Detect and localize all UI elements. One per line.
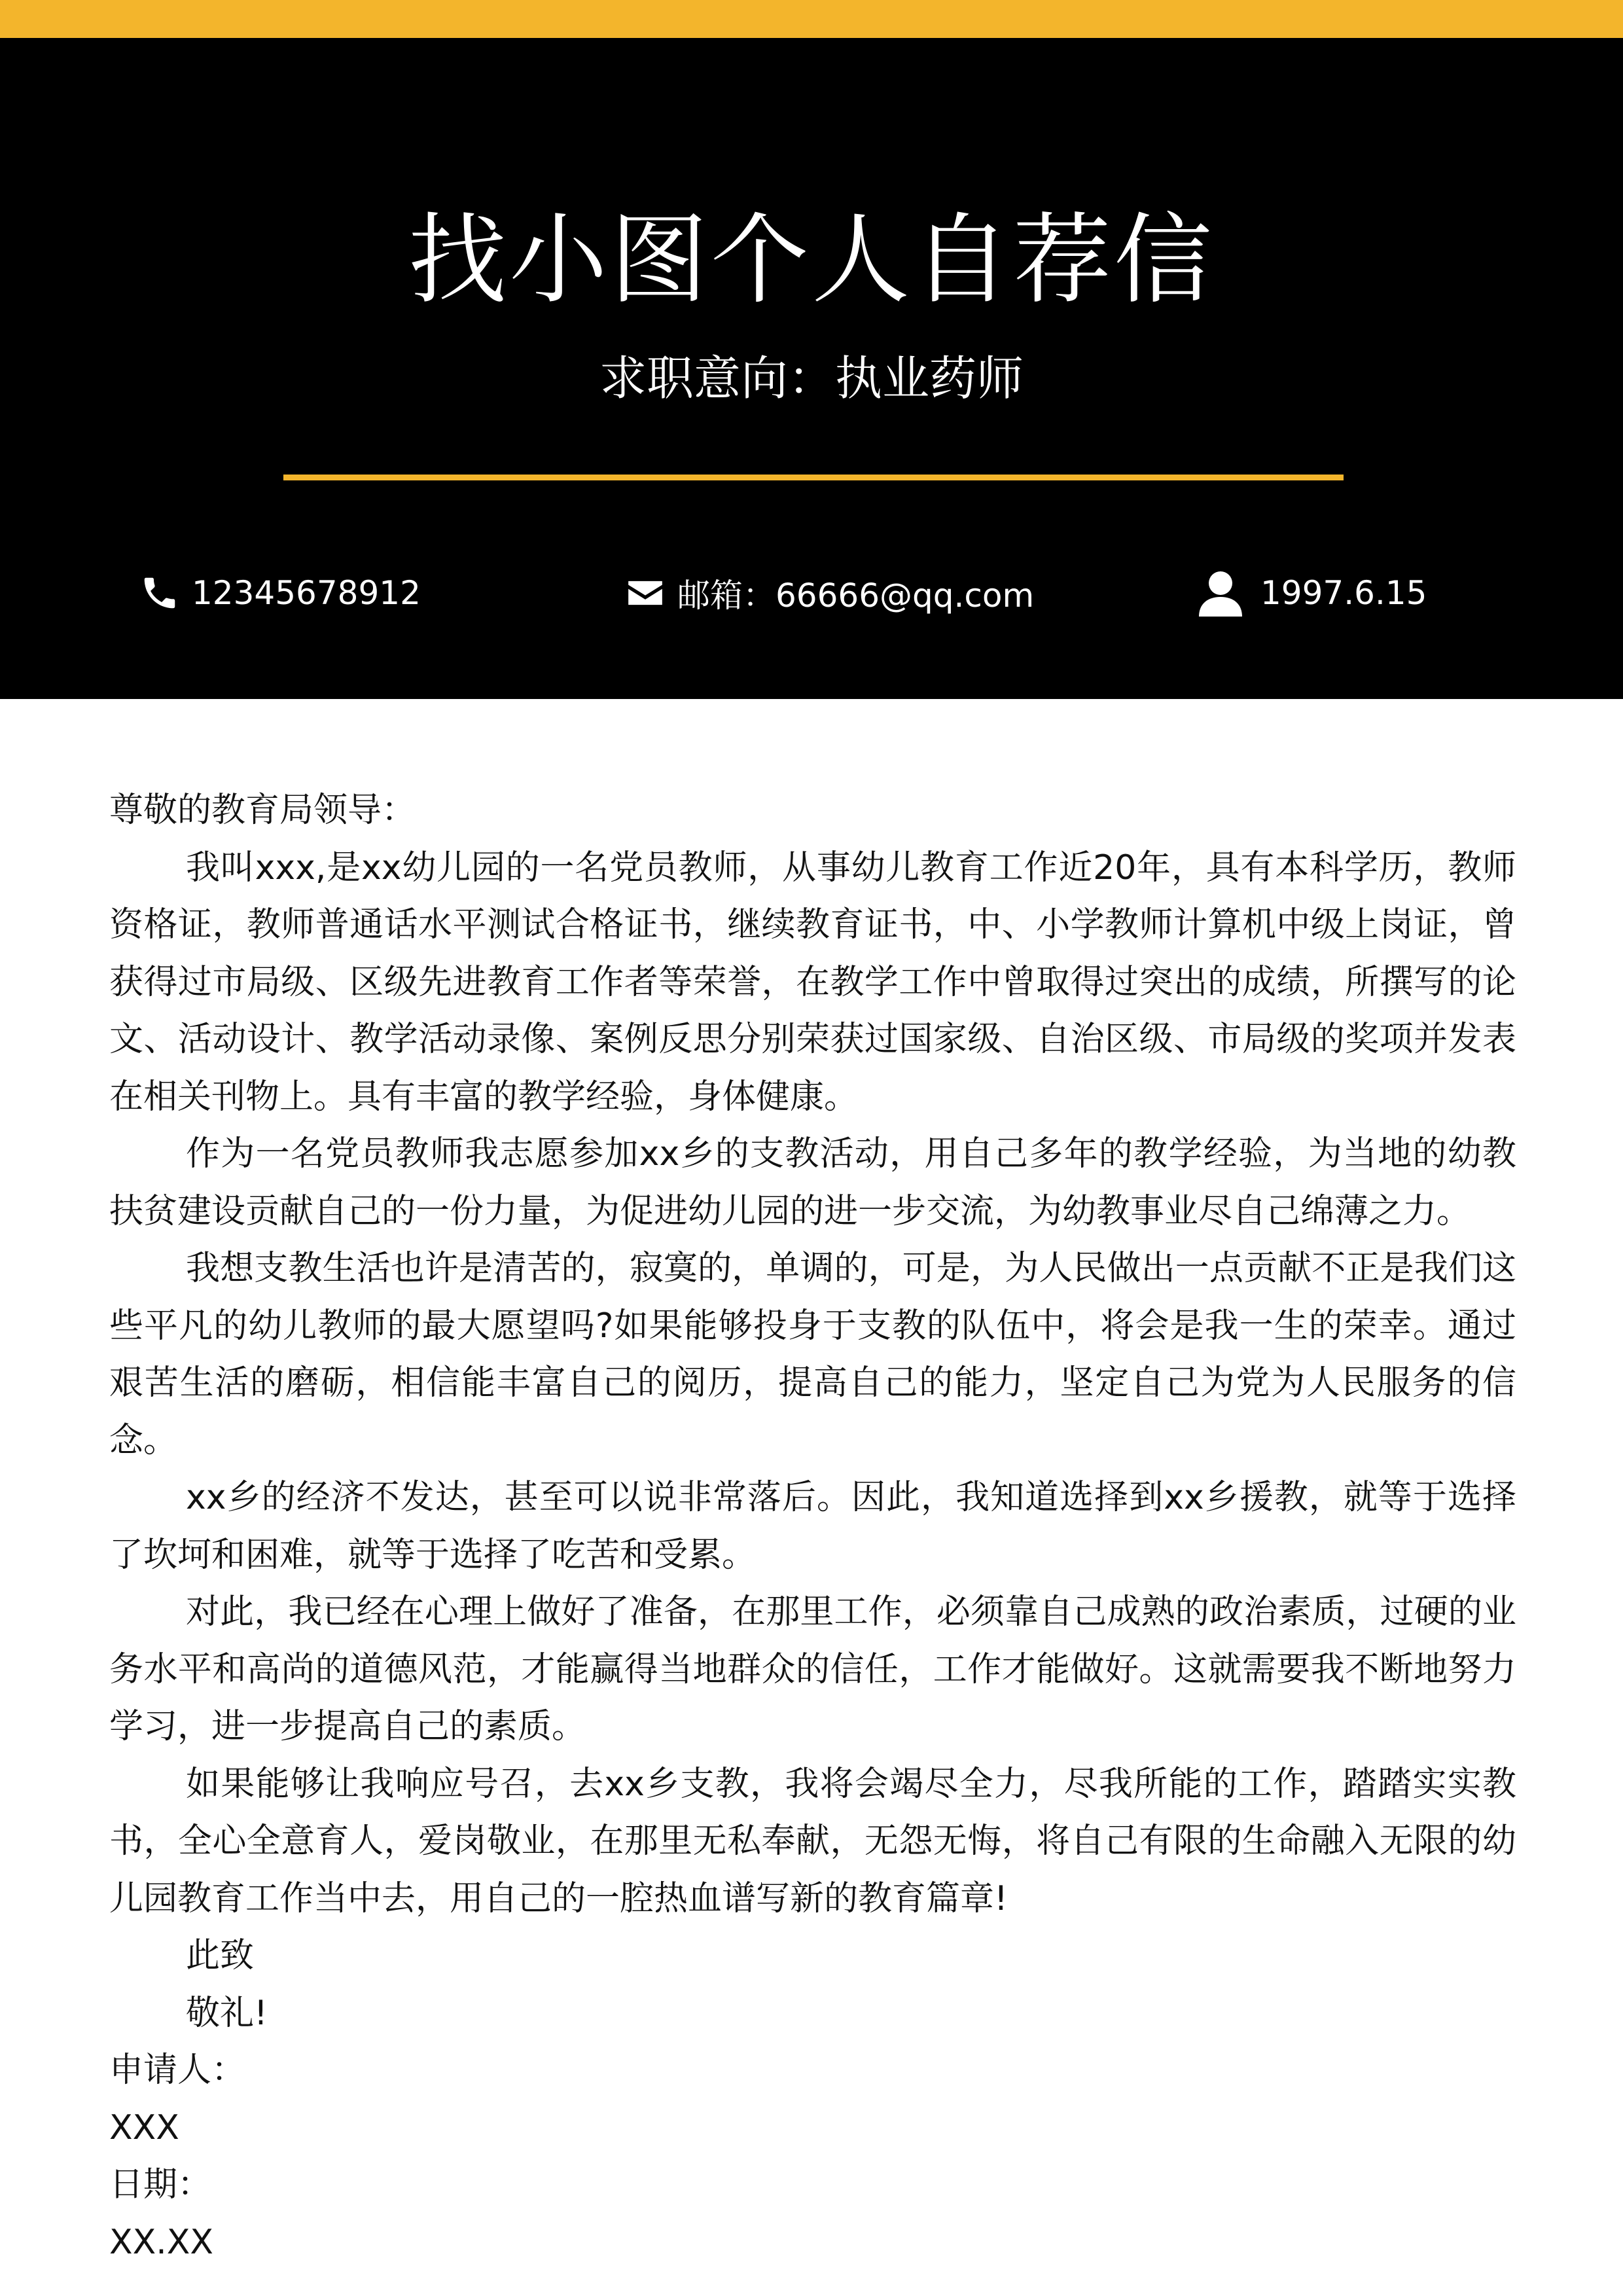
header-banner — [0, 38, 1623, 699]
applicant-name: XXX — [109, 2108, 179, 2147]
closing-regards: 敬礼! — [186, 1993, 268, 2033]
letter-body — [109, 782, 1516, 2271]
contact-email — [625, 557, 1034, 629]
closing-line: 此致 — [186, 1936, 255, 1975]
person-icon — [1199, 569, 1242, 617]
letter-paragraph: xx乡的经济不发达，甚至可以说非常落后。因此，我知道选择到xx乡援教，就等于选择了坎坷和困难，就等于选择了吃苦和受累。 — [109, 1478, 1516, 1575]
title-divider — [283, 475, 1344, 480]
phone-icon — [139, 573, 180, 613]
letter-paragraph: 对此，我已经在心理上做好了准备，在那里工作，必须靠自己成熟的政治素质，过硬的业务水平和高尚的道德风范，才能赢得当地群众的信任，工作才能做好。这就需要我不断地努力学习，进一步提高自己的素质。 — [109, 1592, 1516, 1746]
letter-paragraph: 我想支教生活也许是清苦的，寂寞的，单调的，可是，为人民做出一点贡献不正是我们这些平凡的幼儿教师的最大愿望吗?如果能够投身于支教的队伍中，将会是我一生的荣幸。通过艰苦生活的磨砺，相信能丰富自己的阅历，提高自己的能力，坚定自己为党为人民服务的信念。 — [109, 1249, 1516, 1460]
letter-paragraph: 如果能够让我响应号召，去xx乡支教，我将会竭尽全力，尽我所能的工作，踏踏实实教书，全心全意育人，爱岗敬业，在那里无私奉献，无怨无悔，将自己有限的生命融入无限的幼儿园教育工作当中去，用自己的一腔热血谱写新的教育篇章! — [109, 1764, 1516, 1918]
contact-phone — [139, 557, 421, 629]
letter-greeting: 尊敬的教育局领导： — [109, 791, 416, 830]
letter-paragraph: 作为一名党员教师我志愿参加xx乡的支教活动，用自己多年的教学经验，为当地的幼教扶贫建设贡献自己的一份力量，为促进幼儿园的进一步交流，为幼教事业尽自己绵薄之力。 — [109, 1134, 1516, 1231]
applicant-label: 申请人： — [109, 2051, 246, 2090]
contact-birthdate — [1199, 557, 1427, 629]
mail-icon — [625, 573, 666, 613]
date-label: 日期： — [109, 2165, 212, 2204]
email-address: 邮箱：66666@qq.com — [677, 577, 1035, 615]
page-title: 找小图个人自荐信 — [408, 204, 1215, 317]
job-intention: 求职意向：执业药师 — [599, 351, 1024, 406]
letter-paragraph: 我叫xxx,是xx幼儿园的一名党员教师，从事幼儿教育工作近20年，具有本科学历，教师资格证，教师普通话水平测试合格证书，继续教育证书，中、小学教师计算机中级上岗证，曾获得过市局级、区级先进教育工作者等荣誉，在教学工作中曾取得过突出的成绩，所撰写的论文、活动设计、教学活动录像、案例反思分别荣获过国家级、自治区级、市局级的奖项并发表在相关刊物上。具有丰富的教学经验，身体健康。 — [109, 848, 1516, 1117]
top-accent-bar — [0, 0, 1623, 38]
date-value: XX.XX — [109, 2222, 214, 2262]
phone-number: 12345678912 — [192, 574, 421, 612]
birth-date: 1997.6.15 — [1260, 574, 1427, 612]
